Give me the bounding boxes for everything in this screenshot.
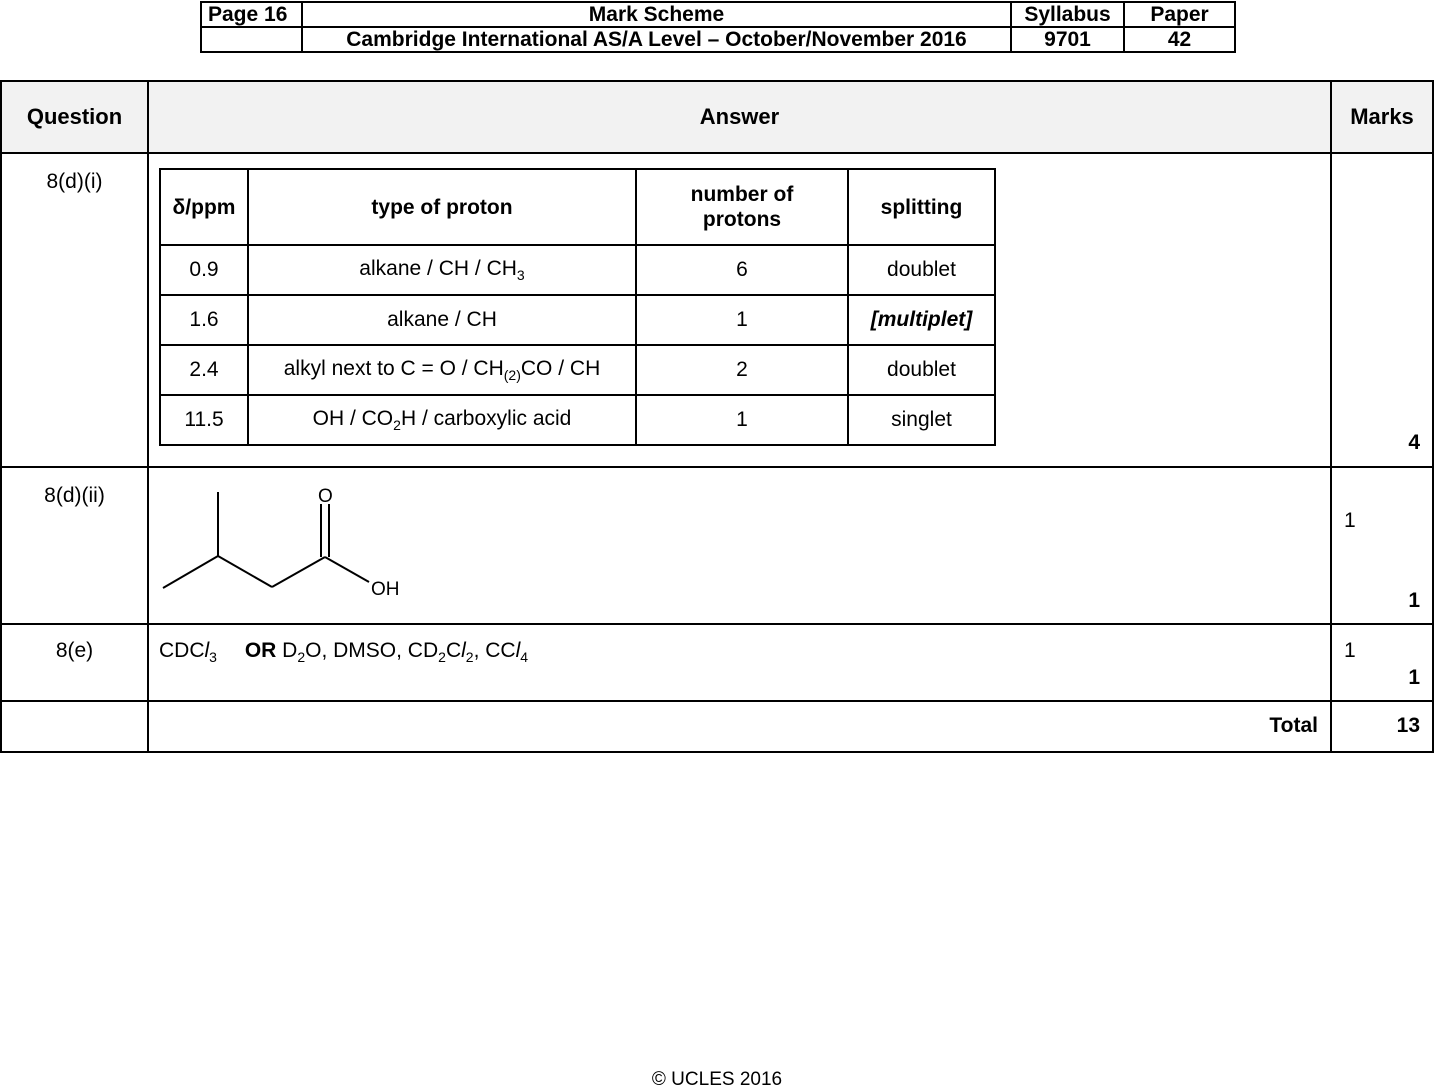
proton-type: alkane / CH / $CH_3$ bbox=[248, 245, 636, 295]
question-cell bbox=[0, 625, 149, 700]
splitting-value: doublet bbox=[848, 245, 995, 295]
proton-type-header: type of proton bbox=[248, 169, 636, 245]
question-label: 8(d)(ii) bbox=[44, 484, 105, 507]
table-row bbox=[160, 395, 995, 445]
shift-value: 1.6 bbox=[160, 295, 248, 345]
exam-name: Cambridge International AS/A Level – October/November 2016 bbox=[302, 27, 1011, 52]
table-row bbox=[160, 245, 995, 295]
solvent-answer: CDCl$_3$ OR $D_2O$, DMSO, $CD_2Cl_2$, CCl$_4$ bbox=[159, 639, 529, 666]
answer-cell bbox=[149, 468, 1330, 623]
copyright-footer: © UCLES 2016 bbox=[651, 1069, 783, 1090]
bond-line bbox=[218, 556, 272, 587]
splitting-header: splitting bbox=[848, 169, 995, 245]
bond-line bbox=[272, 557, 325, 587]
marks-total: 1 bbox=[1408, 589, 1420, 612]
shift-header: δ/ppm bbox=[160, 169, 248, 245]
hydroxyl-label: OH bbox=[371, 579, 400, 600]
table-row bbox=[160, 345, 995, 395]
proton-number-header: number of protons bbox=[636, 169, 848, 245]
question-cell bbox=[0, 468, 149, 623]
syllabus-code: 9701 bbox=[1011, 27, 1124, 52]
total-row bbox=[0, 702, 1434, 753]
marks-cell bbox=[1330, 468, 1434, 623]
question-column-header: Question bbox=[0, 82, 149, 152]
shift-value: 2.4 bbox=[160, 345, 248, 395]
marks-total: 1 bbox=[1408, 666, 1420, 689]
splitting-value: doublet bbox=[848, 345, 995, 395]
column-header-row bbox=[0, 80, 1434, 154]
shift-value: 11.5 bbox=[160, 395, 248, 445]
empty-question-cell bbox=[0, 702, 149, 751]
question-row-8di bbox=[0, 154, 1434, 468]
proton-type: alkyl next to $C = O / CH_{(2)}CO$ / CH bbox=[248, 345, 636, 395]
answer-cell bbox=[149, 154, 1330, 466]
marks-cell bbox=[1330, 154, 1434, 466]
nmr-table bbox=[159, 168, 996, 446]
syllabus-label: Syllabus bbox=[1011, 2, 1124, 27]
page-number: Page 16 bbox=[201, 2, 302, 27]
paper-label: Paper bbox=[1124, 2, 1235, 27]
question-row-8dii bbox=[0, 468, 1434, 625]
nmr-header-row bbox=[160, 169, 995, 245]
total-value: 13 bbox=[1396, 714, 1420, 737]
proton-type: OH / $CO_2H$ / carboxylic acid bbox=[248, 395, 636, 445]
document-title: Mark Scheme bbox=[302, 2, 1011, 27]
header-info-table bbox=[200, 1, 1236, 53]
mark-point: 1 bbox=[1344, 509, 1356, 532]
question-label: 8(d)(i) bbox=[46, 170, 103, 193]
paper-code: 42 bbox=[1124, 27, 1235, 52]
marks-cell bbox=[1330, 625, 1434, 700]
question-row-8e bbox=[0, 625, 1434, 702]
total-label: Total bbox=[1269, 714, 1318, 737]
shift-value: 0.9 bbox=[160, 245, 248, 295]
proton-number: 1 bbox=[636, 395, 848, 445]
bond-line bbox=[325, 557, 369, 582]
table-row bbox=[160, 295, 995, 345]
mark-point: 1 bbox=[1344, 639, 1356, 662]
question-label: 8(e) bbox=[55, 639, 94, 662]
empty-cell bbox=[201, 27, 302, 52]
proton-type: alkane / CH bbox=[248, 295, 636, 345]
answer-cell bbox=[149, 625, 1330, 700]
proton-number: 2 bbox=[636, 345, 848, 395]
total-label-cell bbox=[149, 702, 1330, 751]
splitting-value: singlet bbox=[848, 395, 995, 445]
total-value-cell bbox=[1330, 702, 1434, 751]
proton-number: 1 bbox=[636, 295, 848, 345]
oxygen-label: O bbox=[318, 486, 333, 507]
proton-number: 6 bbox=[636, 245, 848, 295]
answer-column-header: Answer bbox=[699, 104, 780, 129]
question-cell bbox=[0, 154, 149, 466]
skeletal-structure-diagram bbox=[149, 468, 449, 608]
marks-column-header: Marks bbox=[1330, 82, 1434, 152]
splitting-value: [multiplet] bbox=[848, 295, 995, 345]
bond-line bbox=[163, 556, 218, 588]
marks-total: 4 bbox=[1408, 431, 1420, 454]
